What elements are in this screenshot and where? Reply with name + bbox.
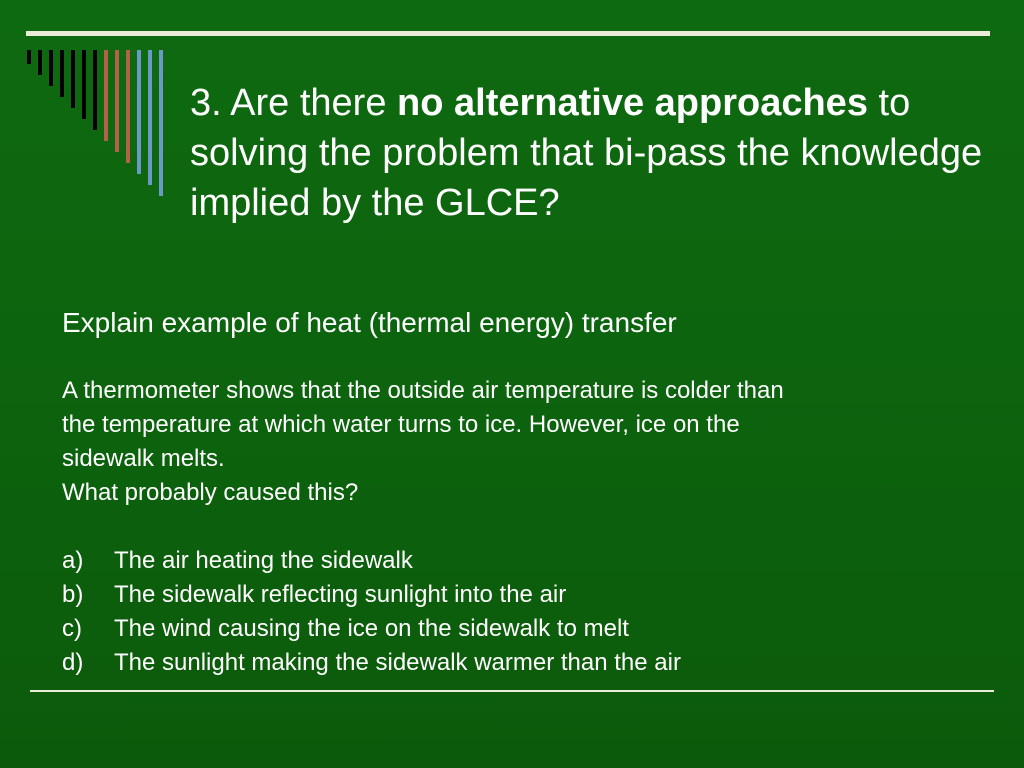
stripe-4 — [60, 50, 64, 97]
question-text — [62, 374, 962, 510]
stripe-12 — [148, 50, 152, 185]
stripe-2 — [38, 50, 42, 75]
choice-d — [62, 646, 962, 680]
stripe-3 — [49, 50, 53, 86]
stripe-9 — [115, 50, 119, 152]
question-prompt: What probably caused this? — [62, 479, 359, 506]
bottom-divider — [30, 690, 994, 692]
choice-a — [62, 544, 962, 578]
question-line: the temperature at which water turns to ice. However, ice on the — [62, 411, 740, 438]
stripe-8 — [104, 50, 108, 141]
question-line: A thermometer shows that the outside air temperature is colder than — [62, 377, 784, 404]
stripe-11 — [137, 50, 141, 174]
slide-title — [190, 78, 990, 228]
choice-text: The sunlight making the sidewalk warmer than the air — [114, 649, 681, 676]
stripe-6 — [82, 50, 86, 119]
decorative-stripes — [0, 0, 180, 230]
choice-letter: a) — [62, 547, 84, 574]
choice-text: The wind causing the ice on the sidewalk to melt — [114, 615, 629, 642]
title-prefix: 3. Are there — [190, 82, 398, 124]
choice-letter: b) — [62, 581, 84, 608]
subheading: Explain example of heat (thermal energy) transfer — [62, 307, 677, 338]
choice-letter: c) — [62, 615, 82, 642]
choice-c — [62, 612, 962, 646]
choice-letter: d) — [62, 649, 84, 676]
title-emphasis: no alternative approaches — [397, 82, 868, 124]
stripe-5 — [71, 50, 75, 108]
choice-text: The air heating the sidewalk — [114, 547, 413, 574]
question-line: sidewalk melts. — [62, 445, 225, 472]
stripe-7 — [93, 50, 97, 130]
stripe-10 — [126, 50, 130, 163]
stripe-13 — [159, 50, 163, 196]
slide-body — [62, 305, 962, 680]
choice-b — [62, 578, 962, 612]
choice-text: The sidewalk reflecting sunlight into the air — [114, 581, 567, 608]
answer-choices — [62, 544, 962, 680]
title-suffix: to solving the problem that bi-pass the knowledge implied by the GLCE? — [190, 82, 983, 224]
stripe-1 — [27, 50, 31, 64]
